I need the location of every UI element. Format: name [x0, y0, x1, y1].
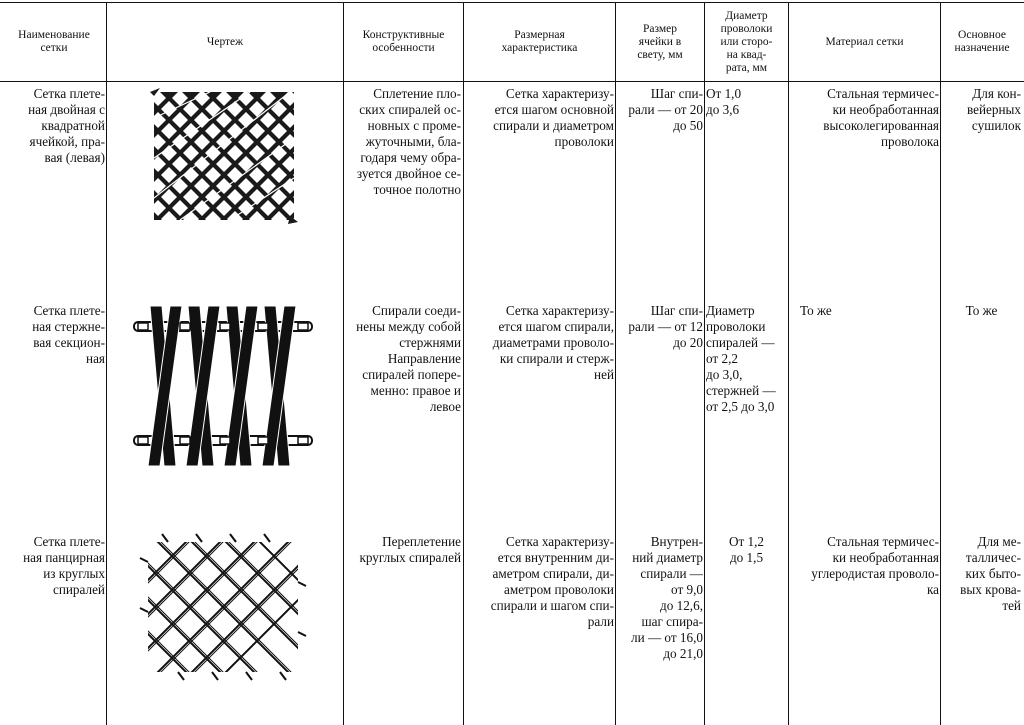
row2-purpose: То же — [965, 303, 998, 318]
row3-size: Сетка характеризу- ется внутренним ди- аметром спирали, ди- аметром проволоки спирали и шагом спи- рали — [490, 534, 614, 629]
row3-features: Переплетение круглых спиралей — [359, 534, 461, 565]
row1-name: Сетка плете- ная двойная с квадратной ячейкой, пра- вая (левая) — [28, 86, 105, 165]
header-size: Размерная характеристика — [501, 29, 578, 54]
rod-mesh-svg — [130, 294, 316, 476]
header-cell: Размер ячейки в свету, мм — [637, 22, 683, 61]
col-divider — [788, 2, 789, 725]
row1-size: Сетка характеризу- ется шагом основной спирали и диаметром проволоки — [493, 86, 614, 149]
row3-material: Стальная термичес- ки необработанная углеродистая проволо- ка — [811, 534, 939, 597]
col-divider — [615, 2, 616, 725]
col-divider — [106, 2, 107, 725]
header-drawing: Чертеж — [206, 35, 244, 48]
row2-size: Сетка характеризу- ется шагом спирали, диаметрами проволо- ки спирали и стерж- ней — [492, 303, 614, 382]
row1-cell: Шаг спи- рали — от 20 до 50 — [628, 86, 703, 133]
col-divider — [343, 2, 344, 725]
double-mesh-drawing — [150, 88, 298, 224]
header-wire: Диаметр проволоки или сторо- на квад- рата, мм — [720, 9, 773, 74]
armour-mesh-drawing — [138, 522, 308, 682]
row1-purpose: Для кон- вейерных сушилок — [966, 86, 1021, 133]
row1-material: Стальная термичес- ки необработанная высоколегированная проволока — [823, 86, 939, 149]
header-purpose: Основное назначение — [954, 29, 1010, 54]
row2-cell: Шаг спи- рали — от 12 до 20 — [628, 303, 703, 350]
double-mesh-svg — [150, 88, 298, 224]
header-bottom-rule — [0, 81, 1024, 82]
row3-wire: От 1,2 до 1,5 — [728, 534, 765, 565]
col-divider — [940, 2, 941, 725]
row1-features: Сплетение пло- ских спиралей ос- новных с проме- жуточными, бла- годаря чему обра- зуется двойное се- точное полотно — [356, 86, 461, 197]
col-divider — [704, 2, 705, 725]
row1-wire: От 1,0 до 3,6 — [706, 86, 742, 117]
row2-wire: Диаметр проволоки спиралей — от 2,2 до 3,0, стержней — от 2,5 до 3,0 — [706, 303, 776, 414]
header-name: Наименование сетки — [18, 29, 90, 54]
header-features: Конструктивные особенности — [362, 29, 445, 54]
header-material: Материал сетки — [825, 35, 904, 48]
col-divider — [463, 2, 464, 725]
row3-purpose: Для ме- талличес- ких быто- вых крова- тей — [960, 534, 1021, 613]
rod-mesh-drawing — [130, 294, 316, 476]
row2-material: То же — [800, 303, 832, 318]
armour-mesh-svg — [138, 522, 308, 682]
row3-name: Сетка плете- ная панцирная из круглых спиралей — [23, 534, 105, 597]
row2-name: Сетка плете- ная стержне- вая секцион- ная — [32, 303, 105, 366]
row3-cell: Внутрен- ний диаметр спирали — от 9,0 до 12,6, шаг спира- ли — от 16,0 до 21,0 — [631, 534, 703, 661]
row2-features: Спирали соеди- нены между собой стержнями Направление спиралей попере- менно: правое и левое — [356, 303, 461, 414]
